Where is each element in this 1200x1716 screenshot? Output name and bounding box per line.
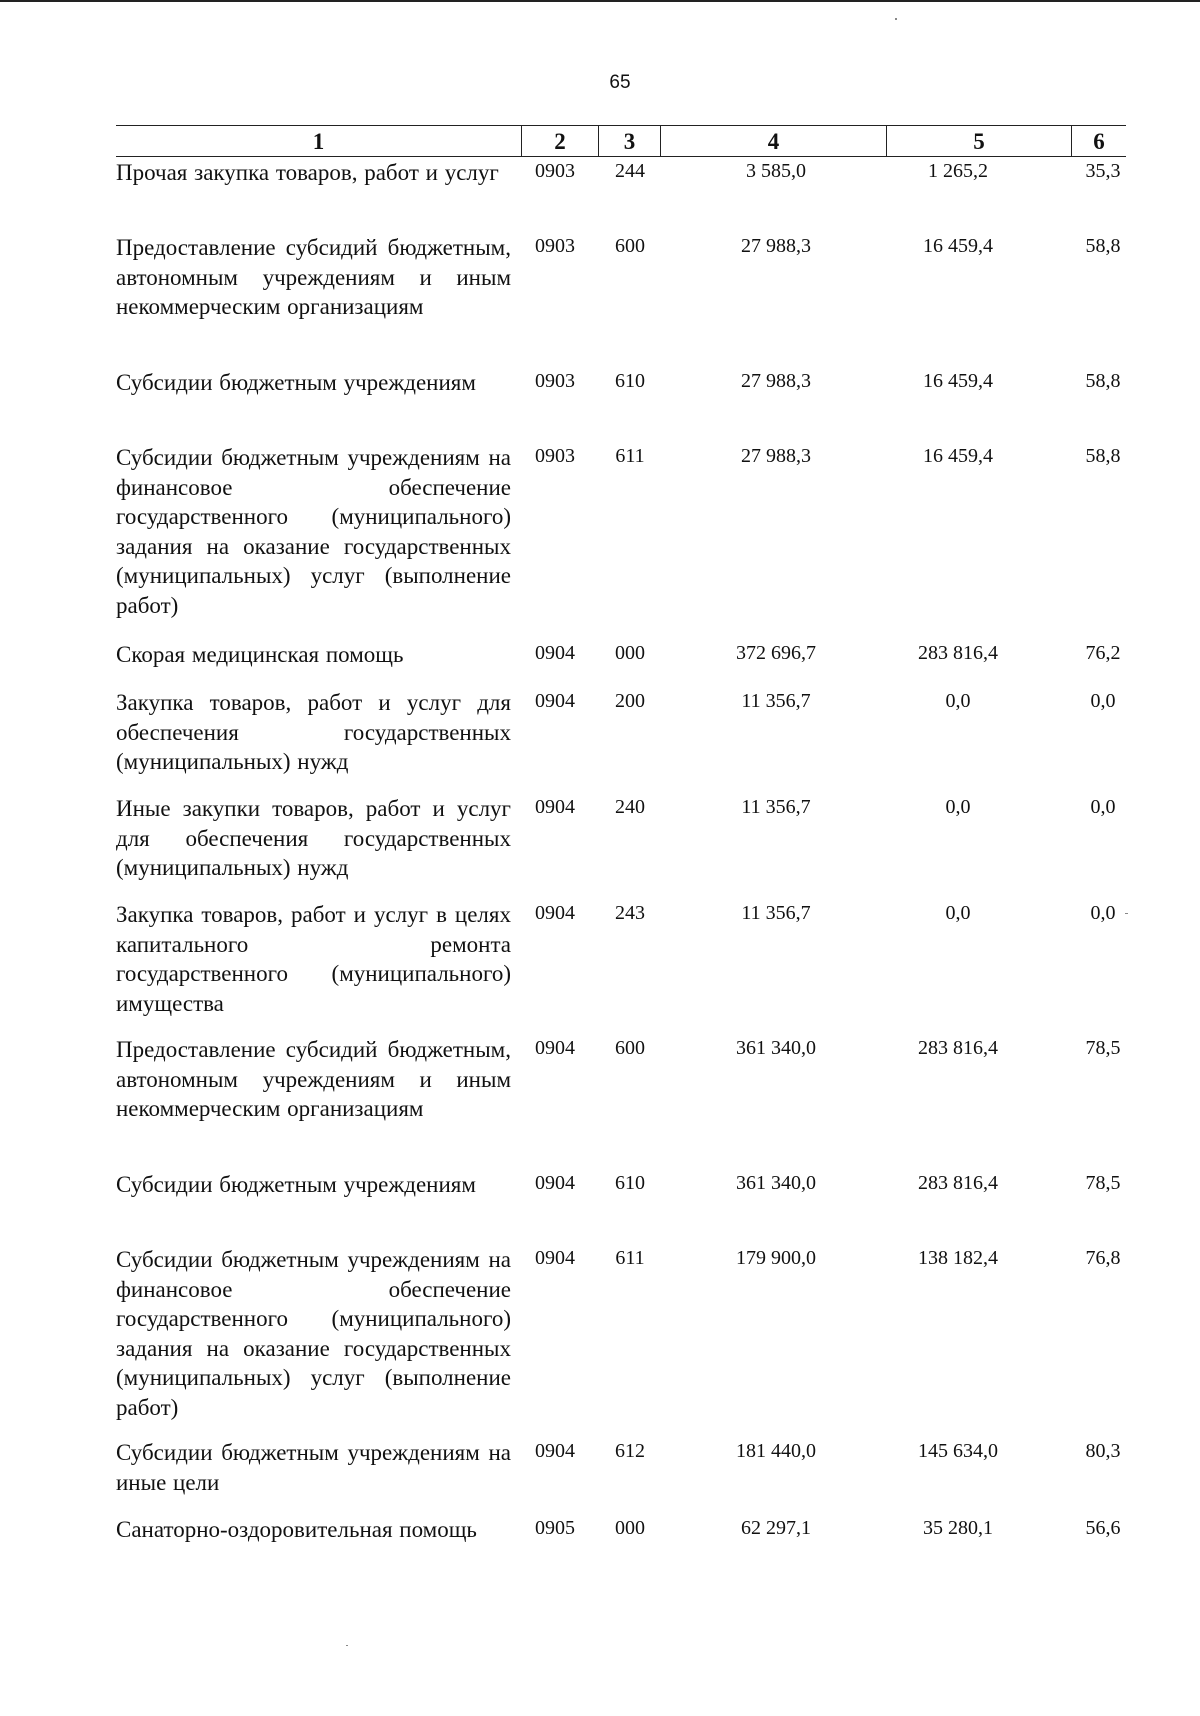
executed-amount: 16 459,4 (923, 235, 993, 257)
expense-type-code: 243 (615, 902, 645, 924)
executed-amount: 0,0 (945, 902, 971, 924)
execution-percent: 76,2 (1085, 642, 1121, 664)
expense-type-code: 611 (615, 1247, 645, 1269)
execution-percent: 35,3 (1085, 160, 1121, 182)
column-header-5: 5 (886, 126, 1071, 156)
row-label: Закупка товаров, работ и услуг для обеспечения государственных (муниципальных) нужд (116, 690, 511, 774)
execution-percent: 80,3 (1085, 1440, 1121, 1462)
table-row (116, 900, 1126, 1018)
table-row (116, 443, 1126, 620)
scan-speck (346, 1645, 348, 1646)
executed-amount: 16 459,4 (923, 445, 993, 467)
table-row (116, 233, 1126, 322)
table-row (116, 640, 1126, 670)
planned-amount: 361 340,0 (736, 1172, 816, 1194)
planned-amount: 11 356,7 (741, 902, 811, 924)
planned-amount: 3 585,0 (746, 160, 806, 182)
table-row (116, 1515, 1126, 1545)
row-label: Субсидии бюджетным учреждениям на финансовое обеспечение государственного (муниципального) задания на оказание государственных (муниципальных) услуг (выполнение работ) (116, 1247, 511, 1420)
table-row (116, 1170, 1126, 1200)
table-row (116, 688, 1126, 777)
execution-percent: 0,0 (1090, 690, 1116, 712)
execution-percent: 0,0 (1090, 796, 1116, 818)
row-label: Иные закупки товаров, работ и услуг для обеспечения государственных (муниципальных) нужд (116, 796, 511, 880)
table-row (116, 1245, 1126, 1422)
section-code: 0903 (535, 160, 575, 182)
row-label: Субсидии бюджетным учреждениям (116, 370, 476, 395)
execution-percent: 78,5 (1085, 1172, 1121, 1194)
expense-type-code: 612 (615, 1440, 645, 1462)
table-row (116, 1035, 1126, 1124)
expense-type-code: 610 (615, 370, 645, 392)
table-row (116, 1438, 1126, 1497)
section-code: 0904 (535, 902, 575, 924)
expense-type-code: 600 (615, 1037, 645, 1059)
row-label: Скорая медицинская помощь (116, 642, 404, 667)
section-code: 0903 (535, 235, 575, 257)
page-number: 65 (609, 72, 631, 93)
row-label: Закупка товаров, работ и услуг в целях капитального ремонта государственного (муниципального) имущества (116, 902, 511, 1016)
column-header-6: 6 (1071, 126, 1126, 156)
executed-amount: 0,0 (945, 796, 971, 818)
expense-type-code: 000 (615, 642, 645, 664)
row-label: Субсидии бюджетным учреждениям на финансовое обеспечение государственного (муниципального) задания на оказание государственных (муниципальных) услуг (выполнение работ) (116, 445, 511, 618)
executed-amount: 283 816,4 (918, 1037, 998, 1059)
column-header-2: 2 (521, 126, 598, 156)
planned-amount: 361 340,0 (736, 1037, 816, 1059)
budget-table (116, 125, 1126, 1542)
executed-amount: 16 459,4 (923, 370, 993, 392)
row-label: Субсидии бюджетным учреждениям (116, 1172, 476, 1197)
row-label: Предоставление субсидий бюджетным, автономным учреждениям и иным некоммерческим организациям (116, 235, 511, 319)
section-code: 0904 (535, 690, 575, 712)
table-row (116, 368, 1126, 398)
section-code: 0904 (535, 1172, 575, 1194)
row-label: Субсидии бюджетным учреждениям на иные цели (116, 1440, 511, 1495)
executed-amount: 145 634,0 (918, 1440, 998, 1462)
section-code: 0904 (535, 1440, 575, 1462)
executed-amount: 283 816,4 (918, 642, 998, 664)
planned-amount: 62 297,1 (741, 1517, 811, 1539)
expense-type-code: 000 (615, 1517, 645, 1539)
expense-type-code: 600 (615, 235, 645, 257)
expense-type-code: 200 (615, 690, 645, 712)
execution-percent: 58,8 (1085, 445, 1121, 467)
column-header-3: 3 (598, 126, 660, 156)
planned-amount: 11 356,7 (741, 796, 811, 818)
section-code: 0904 (535, 1037, 575, 1059)
expense-type-code: 244 (615, 160, 645, 182)
section-code: 0903 (535, 445, 575, 467)
execution-percent: 58,8 (1085, 370, 1121, 392)
execution-percent: 58,8 (1085, 235, 1121, 257)
table-row (116, 794, 1126, 883)
section-code: 0904 (535, 1247, 575, 1269)
row-label: Прочая закупка товаров, работ и услуг (116, 160, 499, 185)
executed-amount: 35 280,1 (923, 1517, 993, 1539)
table-row (116, 158, 1126, 188)
section-code: 0903 (535, 370, 575, 392)
scan-edge-line (0, 0, 1200, 2)
table-header (116, 125, 1126, 157)
planned-amount: 181 440,0 (736, 1440, 816, 1462)
executed-amount: 283 816,4 (918, 1172, 998, 1194)
executed-amount: 1 265,2 (928, 160, 988, 182)
scan-speck (895, 18, 897, 20)
planned-amount: 27 988,3 (741, 370, 811, 392)
execution-percent: 56,6 (1085, 1517, 1121, 1539)
planned-amount: 11 356,7 (741, 690, 811, 712)
expense-type-code: 240 (615, 796, 645, 818)
planned-amount: 27 988,3 (741, 445, 811, 467)
expense-type-code: 611 (615, 445, 645, 467)
execution-percent: 78,5 (1085, 1037, 1121, 1059)
column-header-4: 4 (660, 126, 886, 156)
executed-amount: 0,0 (945, 690, 971, 712)
planned-amount: 372 696,7 (736, 642, 816, 664)
execution-percent: 76,8 (1085, 1247, 1121, 1269)
section-code: 0904 (535, 642, 575, 664)
execution-percent: 0,0 (1090, 902, 1116, 924)
section-code: 0904 (535, 796, 575, 818)
column-header-1: 1 (312, 129, 325, 154)
row-label: Предоставление субсидий бюджетным, автономным учреждениям и иным некоммерческим организациям (116, 1037, 511, 1121)
expense-type-code: 610 (615, 1172, 645, 1194)
executed-amount: 138 182,4 (918, 1247, 998, 1269)
row-label: Санаторно-оздоровительная помощь (116, 1517, 477, 1542)
section-code: 0905 (535, 1517, 575, 1539)
planned-amount: 179 900,0 (736, 1247, 816, 1269)
planned-amount: 27 988,3 (741, 235, 811, 257)
